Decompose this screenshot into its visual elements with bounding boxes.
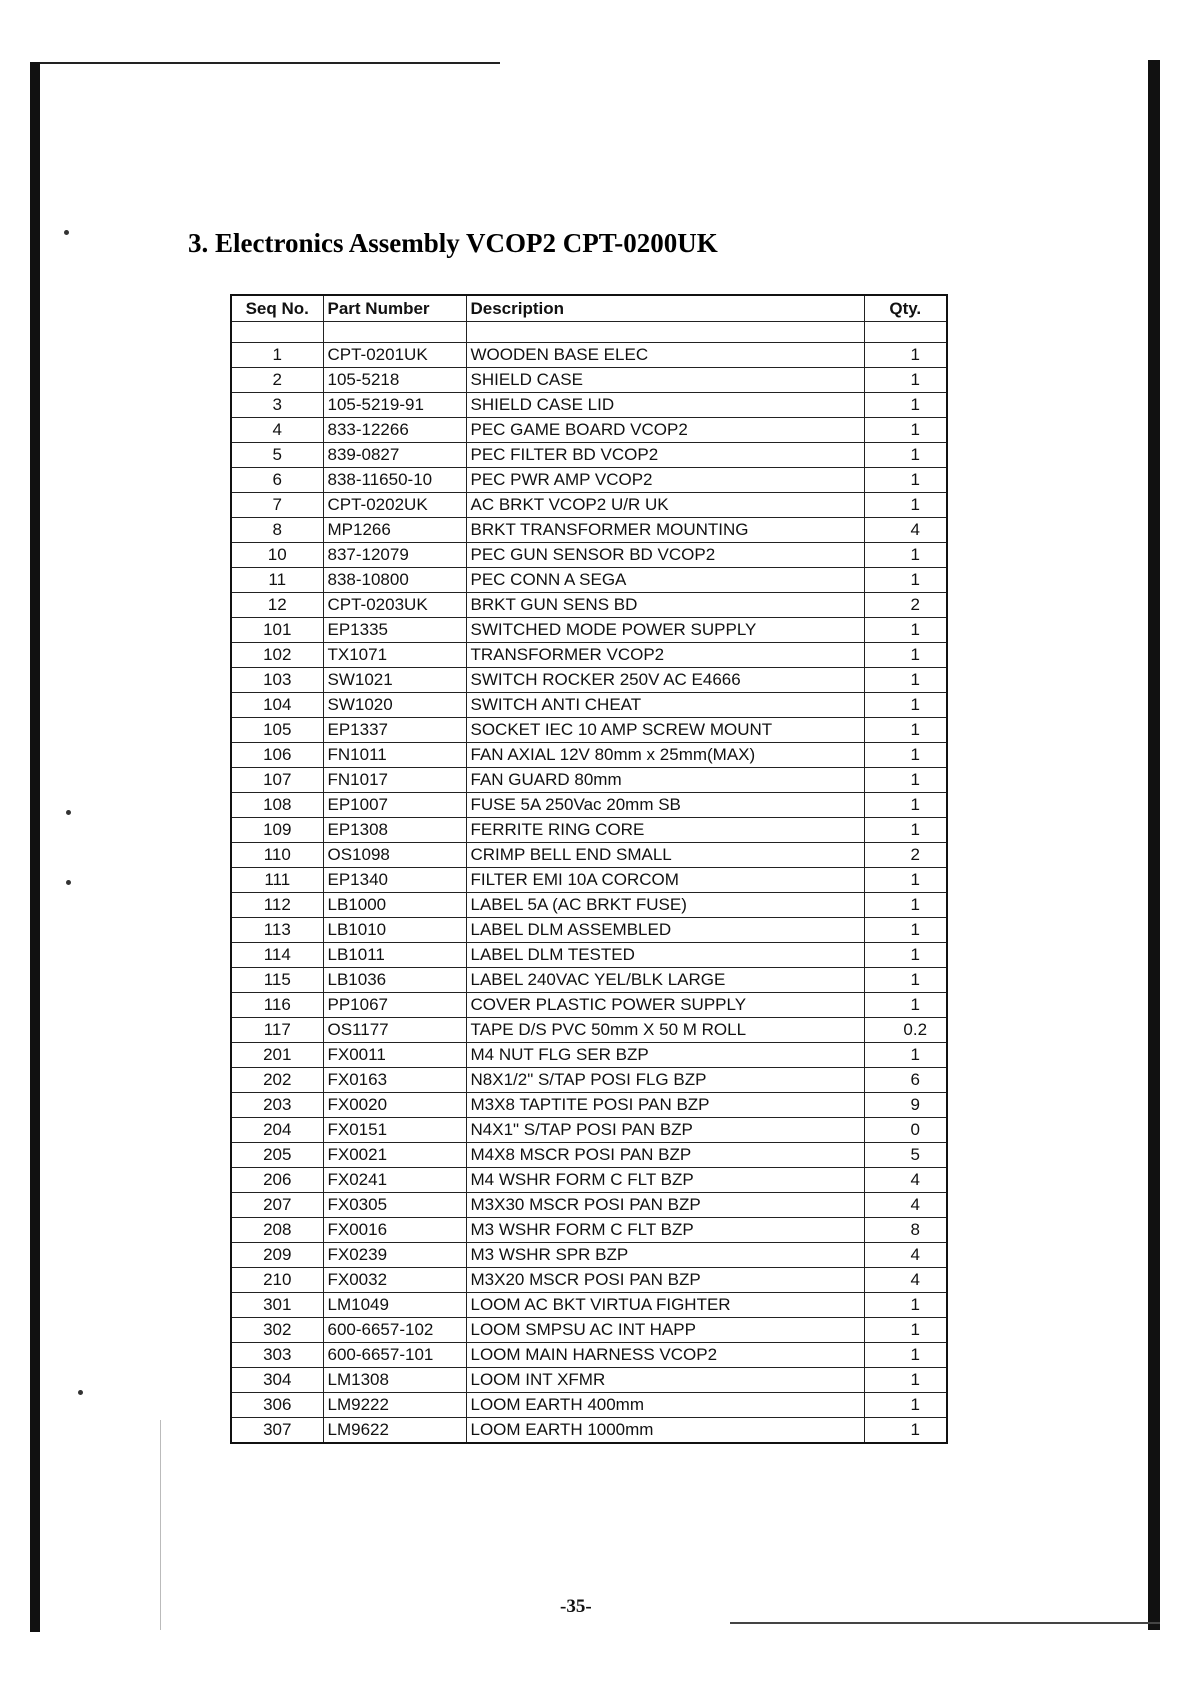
seq-cell: 108 [231, 793, 323, 818]
description-cell: FILTER EMI 10A CORCOM [466, 868, 864, 893]
seq-cell: 201 [231, 1043, 323, 1068]
scan-edge-bottom [730, 1622, 1160, 1624]
seq-cell: 4 [231, 418, 323, 443]
description-cell: PEC PWR AMP VCOP2 [466, 468, 864, 493]
table-row [231, 668, 947, 693]
table-row [231, 1368, 947, 1393]
table-row [231, 868, 947, 893]
binder-hole-mark [66, 810, 71, 815]
qty-cell: 1 [864, 818, 947, 843]
scan-margin-line [160, 1420, 161, 1630]
seq-cell: 306 [231, 1393, 323, 1418]
table-row [231, 568, 947, 593]
table-row [231, 393, 947, 418]
table-row [231, 1193, 947, 1218]
table-row [231, 1418, 947, 1444]
table-row [231, 418, 947, 443]
description-cell: LABEL DLM ASSEMBLED [466, 918, 864, 943]
table-row [231, 1268, 947, 1293]
table-row [231, 468, 947, 493]
part-number-cell: EP1337 [323, 718, 466, 743]
parts-table-body [231, 322, 947, 1444]
table-row [231, 718, 947, 743]
description-cell: M3 WSHR FORM C FLT BZP [466, 1218, 864, 1243]
header-description: Description [466, 295, 864, 322]
description-cell: PEC GUN SENSOR BD VCOP2 [466, 543, 864, 568]
seq-cell: 107 [231, 768, 323, 793]
seq-cell: 117 [231, 1018, 323, 1043]
seq-cell: 10 [231, 543, 323, 568]
seq-cell: 1 [231, 343, 323, 368]
description-cell: AC BRKT VCOP2 U/R UK [466, 493, 864, 518]
table-row [231, 818, 947, 843]
table-row [231, 1343, 947, 1368]
part-number-cell: FX0163 [323, 1068, 466, 1093]
description-cell: LABEL DLM TESTED [466, 943, 864, 968]
binder-hole-mark [64, 230, 69, 235]
table-row [231, 1318, 947, 1343]
description-cell: SHIELD CASE [466, 368, 864, 393]
table-row [231, 518, 947, 543]
seq-cell: 104 [231, 693, 323, 718]
part-number-cell: MP1266 [323, 518, 466, 543]
description-cell: M3X20 MSCR POSI PAN BZP [466, 1268, 864, 1293]
page-title: 3. Electronics Assembly VCOP2 CPT-0200UK [188, 228, 718, 258]
part-number-cell: FX0241 [323, 1168, 466, 1193]
qty-cell: 1 [864, 1418, 947, 1444]
seq-cell: 113 [231, 918, 323, 943]
seq-cell: 203 [231, 1093, 323, 1118]
description-cell: LOOM EARTH 1000mm [466, 1418, 864, 1444]
qty-cell: 0 [864, 1118, 947, 1143]
description-cell: FUSE 5A 250Vac 20mm SB [466, 793, 864, 818]
qty-cell: 1 [864, 643, 947, 668]
table-row [231, 1018, 947, 1043]
table-row [231, 493, 947, 518]
description-cell: M3 WSHR SPR BZP [466, 1243, 864, 1268]
qty-cell: 4 [864, 518, 947, 543]
part-number-cell: PP1067 [323, 993, 466, 1018]
seq-cell: 302 [231, 1318, 323, 1343]
seq-cell: 106 [231, 743, 323, 768]
page-number: -35- [560, 1596, 592, 1617]
part-number-cell: 833-12266 [323, 418, 466, 443]
table-row [231, 593, 947, 618]
part-number-cell: EP1340 [323, 868, 466, 893]
qty-cell: 1 [864, 443, 947, 468]
seq-cell: 205 [231, 1143, 323, 1168]
part-number-cell: FX0011 [323, 1043, 466, 1068]
description-cell: PEC GAME BOARD VCOP2 [466, 418, 864, 443]
part-number-cell: SW1021 [323, 668, 466, 693]
table-row [231, 1118, 947, 1143]
scan-edge-left [30, 62, 40, 1632]
part-number-cell: EP1308 [323, 818, 466, 843]
part-number-cell: SW1020 [323, 693, 466, 718]
spacer-cell [466, 322, 864, 343]
description-cell: CRIMP BELL END SMALL [466, 843, 864, 868]
seq-cell: 303 [231, 1343, 323, 1368]
part-number-cell: 105-5219-91 [323, 393, 466, 418]
description-cell: M3X8 TAPTITE POSI PAN BZP [466, 1093, 864, 1118]
part-number-cell: 600-6657-101 [323, 1343, 466, 1368]
seq-cell: 307 [231, 1418, 323, 1444]
seq-cell: 3 [231, 393, 323, 418]
table-row [231, 643, 947, 668]
part-number-cell: LM9622 [323, 1418, 466, 1444]
scan-edge-right [1148, 60, 1160, 1630]
seq-cell: 7 [231, 493, 323, 518]
header-part-number: Part Number [323, 295, 466, 322]
seq-cell: 206 [231, 1168, 323, 1193]
qty-cell: 4 [864, 1193, 947, 1218]
qty-cell: 1 [864, 993, 947, 1018]
part-number-cell: OS1098 [323, 843, 466, 868]
binder-hole-mark [66, 880, 71, 885]
qty-cell: 1 [864, 1343, 947, 1368]
seq-cell: 11 [231, 568, 323, 593]
part-number-cell: LM9222 [323, 1393, 466, 1418]
part-number-cell: CPT-0203UK [323, 593, 466, 618]
qty-cell: 1 [864, 1318, 947, 1343]
seq-cell: 109 [231, 818, 323, 843]
description-cell: SWITCH ROCKER 250V AC E4666 [466, 668, 864, 693]
qty-cell: 5 [864, 1143, 947, 1168]
part-number-cell: 105-5218 [323, 368, 466, 393]
part-number-cell: LB1000 [323, 893, 466, 918]
part-number-cell: LB1010 [323, 918, 466, 943]
description-cell: LOOM AC BKT VIRTUA FIGHTER [466, 1293, 864, 1318]
seq-cell: 202 [231, 1068, 323, 1093]
qty-cell: 4 [864, 1268, 947, 1293]
table-row [231, 1043, 947, 1068]
description-cell: FERRITE RING CORE [466, 818, 864, 843]
qty-cell: 1 [864, 368, 947, 393]
description-cell: TAPE D/S PVC 50mm X 50 M ROLL [466, 1018, 864, 1043]
part-number-cell: TX1071 [323, 643, 466, 668]
description-cell: LOOM INT XFMR [466, 1368, 864, 1393]
description-cell: SWITCHED MODE POWER SUPPLY [466, 618, 864, 643]
seq-cell: 210 [231, 1268, 323, 1293]
description-cell: LABEL 5A (AC BRKT FUSE) [466, 893, 864, 918]
description-cell: M4 NUT FLG SER BZP [466, 1043, 864, 1068]
description-cell: M3X30 MSCR POSI PAN BZP [466, 1193, 864, 1218]
qty-cell: 2 [864, 593, 947, 618]
part-number-cell: LB1036 [323, 968, 466, 993]
table-row [231, 768, 947, 793]
qty-cell: 1 [864, 1393, 947, 1418]
description-cell: TRANSFORMER VCOP2 [466, 643, 864, 668]
description-cell: FAN GUARD 80mm [466, 768, 864, 793]
seq-cell: 208 [231, 1218, 323, 1243]
seq-cell: 115 [231, 968, 323, 993]
table-row [231, 1218, 947, 1243]
table-spacer-row [231, 322, 947, 343]
seq-cell: 114 [231, 943, 323, 968]
part-number-cell: FX0151 [323, 1118, 466, 1143]
table-row [231, 943, 947, 968]
qty-cell: 1 [864, 618, 947, 643]
header-seq-no: Seq No. [231, 295, 323, 322]
description-cell: BRKT GUN SENS BD [466, 593, 864, 618]
qty-cell: 4 [864, 1243, 947, 1268]
part-number-cell: FX0239 [323, 1243, 466, 1268]
part-number-cell: FX0305 [323, 1193, 466, 1218]
part-number-cell: 837-12079 [323, 543, 466, 568]
table-row [231, 743, 947, 768]
table-row [231, 1068, 947, 1093]
qty-cell: 1 [864, 868, 947, 893]
description-cell: N4X1" S/TAP POSI PAN BZP [466, 1118, 864, 1143]
qty-cell: 4 [864, 1168, 947, 1193]
qty-cell: 1 [864, 793, 947, 818]
qty-cell: 2 [864, 843, 947, 868]
qty-cell: 1 [864, 493, 947, 518]
qty-cell: 0.2 [864, 1018, 947, 1043]
qty-cell: 1 [864, 343, 947, 368]
part-number-cell: FX0021 [323, 1143, 466, 1168]
seq-cell: 304 [231, 1368, 323, 1393]
part-number-cell: LM1308 [323, 1368, 466, 1393]
table-row [231, 918, 947, 943]
qty-cell: 1 [864, 768, 947, 793]
qty-cell: 1 [864, 1368, 947, 1393]
description-cell: PEC CONN A SEGA [466, 568, 864, 593]
seq-cell: 301 [231, 1293, 323, 1318]
spacer-cell [864, 322, 947, 343]
table-row [231, 693, 947, 718]
seq-cell: 8 [231, 518, 323, 543]
qty-cell: 1 [864, 543, 947, 568]
qty-cell: 1 [864, 693, 947, 718]
qty-cell: 1 [864, 418, 947, 443]
seq-cell: 111 [231, 868, 323, 893]
table-row [231, 893, 947, 918]
table-row [231, 843, 947, 868]
part-number-cell: FN1017 [323, 768, 466, 793]
description-cell: SWITCH ANTI CHEAT [466, 693, 864, 718]
table-row [231, 1143, 947, 1168]
part-number-cell: LM1049 [323, 1293, 466, 1318]
seq-cell: 5 [231, 443, 323, 468]
table-row [231, 1293, 947, 1318]
table-row [231, 618, 947, 643]
description-cell: FAN AXIAL 12V 80mm x 25mm(MAX) [466, 743, 864, 768]
qty-cell: 1 [864, 943, 947, 968]
seq-cell: 207 [231, 1193, 323, 1218]
seq-cell: 101 [231, 618, 323, 643]
parts-table [230, 294, 948, 1444]
qty-cell: 6 [864, 1068, 947, 1093]
qty-cell: 1 [864, 918, 947, 943]
scan-edge-top [34, 62, 500, 64]
seq-cell: 116 [231, 993, 323, 1018]
seq-cell: 12 [231, 593, 323, 618]
qty-cell: 8 [864, 1218, 947, 1243]
description-cell: BRKT TRANSFORMER MOUNTING [466, 518, 864, 543]
description-cell: COVER PLASTIC POWER SUPPLY [466, 993, 864, 1018]
table-header-row [231, 295, 947, 322]
part-number-cell: CPT-0202UK [323, 493, 466, 518]
qty-cell: 1 [864, 893, 947, 918]
seq-cell: 105 [231, 718, 323, 743]
qty-cell: 1 [864, 968, 947, 993]
description-cell: LABEL 240VAC YEL/BLK LARGE [466, 968, 864, 993]
table-row [231, 1093, 947, 1118]
part-number-cell: CPT-0201UK [323, 343, 466, 368]
table-row [231, 968, 947, 993]
part-number-cell: FN1011 [323, 743, 466, 768]
seq-cell: 112 [231, 893, 323, 918]
table-row [231, 793, 947, 818]
qty-cell: 1 [864, 668, 947, 693]
table-row [231, 993, 947, 1018]
description-cell: SHIELD CASE LID [466, 393, 864, 418]
part-number-cell: 838-10800 [323, 568, 466, 593]
description-cell: LOOM MAIN HARNESS VCOP2 [466, 1343, 864, 1368]
binder-hole-mark [78, 1390, 83, 1395]
part-number-cell: FX0016 [323, 1218, 466, 1243]
part-number-cell: OS1177 [323, 1018, 466, 1043]
seq-cell: 110 [231, 843, 323, 868]
qty-cell: 1 [864, 718, 947, 743]
table-row [231, 443, 947, 468]
qty-cell: 1 [864, 393, 947, 418]
seq-cell: 103 [231, 668, 323, 693]
description-cell: M4X8 MSCR POSI PAN BZP [466, 1143, 864, 1168]
description-cell: N8X1/2" S/TAP POSI FLG BZP [466, 1068, 864, 1093]
part-number-cell: FX0032 [323, 1268, 466, 1293]
part-number-cell: FX0020 [323, 1093, 466, 1118]
description-cell: LOOM EARTH 400mm [466, 1393, 864, 1418]
qty-cell: 1 [864, 1043, 947, 1068]
part-number-cell: 600-6657-102 [323, 1318, 466, 1343]
qty-cell: 1 [864, 468, 947, 493]
spacer-cell [323, 322, 466, 343]
seq-cell: 6 [231, 468, 323, 493]
part-number-cell: 838-11650-10 [323, 468, 466, 493]
table-row [231, 543, 947, 568]
part-number-cell: EP1007 [323, 793, 466, 818]
part-number-cell: EP1335 [323, 618, 466, 643]
qty-cell: 9 [864, 1093, 947, 1118]
description-cell: WOODEN BASE ELEC [466, 343, 864, 368]
qty-cell: 1 [864, 568, 947, 593]
seq-cell: 102 [231, 643, 323, 668]
parts-table-container [230, 294, 946, 1444]
seq-cell: 204 [231, 1118, 323, 1143]
qty-cell: 1 [864, 743, 947, 768]
table-row [231, 1168, 947, 1193]
description-cell: LOOM SMPSU AC INT HAPP [466, 1318, 864, 1343]
header-qty: Qty. [864, 295, 947, 322]
seq-cell: 2 [231, 368, 323, 393]
description-cell: M4 WSHR FORM C FLT BZP [466, 1168, 864, 1193]
part-number-cell: 839-0827 [323, 443, 466, 468]
table-row [231, 368, 947, 393]
table-row [231, 1393, 947, 1418]
spacer-cell [231, 322, 323, 343]
seq-cell: 209 [231, 1243, 323, 1268]
table-row [231, 1243, 947, 1268]
description-cell: SOCKET IEC 10 AMP SCREW MOUNT [466, 718, 864, 743]
qty-cell: 1 [864, 1293, 947, 1318]
part-number-cell: LB1011 [323, 943, 466, 968]
description-cell: PEC FILTER BD VCOP2 [466, 443, 864, 468]
table-row [231, 343, 947, 368]
